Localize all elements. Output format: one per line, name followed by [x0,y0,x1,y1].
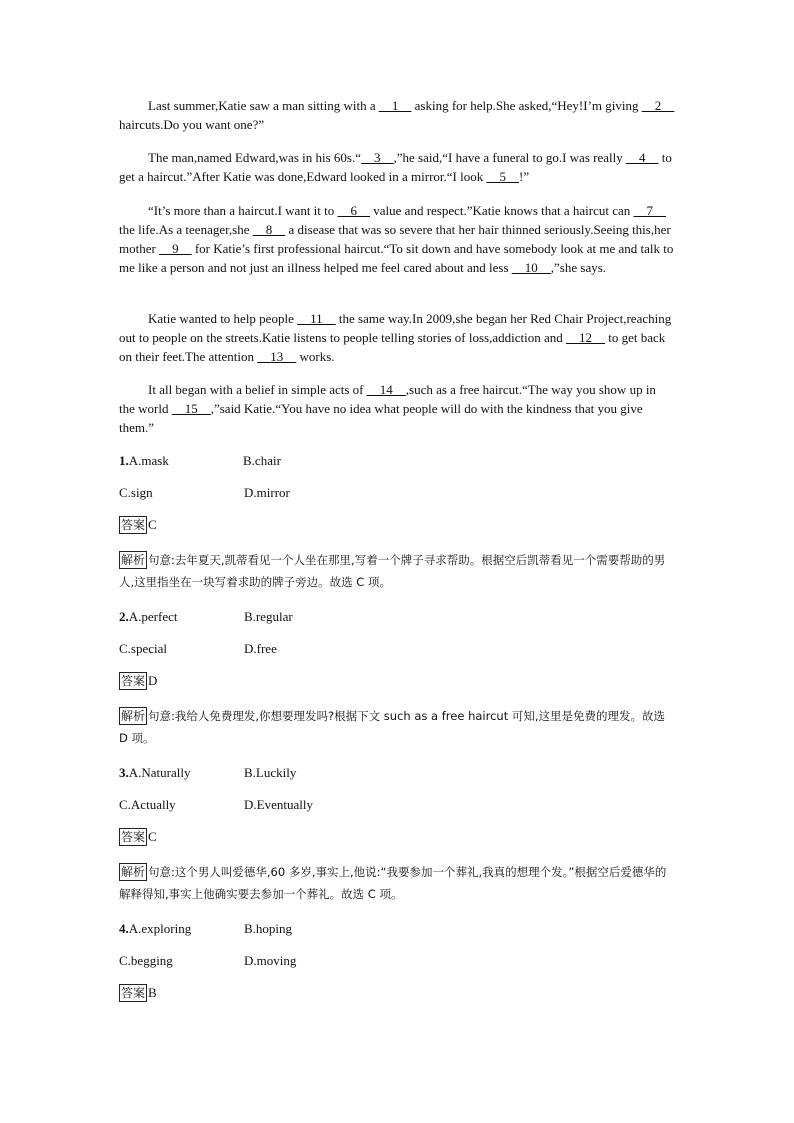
option-b: B.hoping [244,921,293,936]
option-a: A.mask [128,453,169,468]
question-2-answer [119,671,157,691]
question-3-explanation [119,861,675,905]
passage-text: asking for help.She asked,“Hey!I’m giving [411,98,642,113]
passage-text: to get back on their feet.The attention [119,330,666,364]
option-d: D.Eventually [244,797,313,812]
blank-3: __3__ [361,150,394,165]
blank-4: __4__ [625,150,659,165]
question-2-row-cd [119,639,419,658]
question-2-explanation [119,705,675,749]
explanation-text: 句意:我给人免费理发,你想要理发吗?根据下文 such as a free haircut 可知,这里是免费的理发。故选 D 项。 [119,709,666,745]
option-c: C.begging [119,953,173,968]
passage-text: Last summer,Katie saw a man sitting with a [148,98,379,113]
question-2-row-ab [119,607,419,626]
passage-text: ,”she says. [550,260,607,275]
question-number: 2. [119,609,129,624]
passage-paragraph-5 [119,380,675,437]
question-number: 3. [119,765,129,780]
blank-14: __14__ [366,382,406,397]
question-4-row-ab [119,919,419,938]
blank-1: __1__ [378,98,412,113]
passage-text: haircuts.Do you want one?” [119,117,265,132]
passage-paragraph-2 [119,148,675,186]
option-a: A.perfect [128,609,178,624]
passage-text: ,such as a free haircut.“The way you show up in the world [119,382,656,416]
option-b: B.Luckily [244,765,297,780]
answer-letter: B [148,985,157,1000]
blank-12: __12__ [565,330,605,345]
blank-10: __10__ [511,260,551,275]
passage-text: the same way.In 2009,she began her Red Chair Project,reaching out to people on the streets.Katie listens to people telling stories of loss,addiction and [119,311,672,345]
passage-text: The man,named Edward,was in his 60s.“ [148,150,362,165]
question-1-row-cd [119,483,419,502]
option-c: C.Actually [119,797,176,812]
blank-13: __13__ [257,349,297,364]
answer-tag: 答案 [121,986,146,1000]
passage-text: value and respect.”Katie knows that a haircut can [370,203,634,218]
question-1-answer [119,515,157,535]
analysis-tag: 解析 [121,865,146,879]
blank-2: __2__ [641,98,675,113]
option-b: B.chair [243,453,281,468]
answer-tag: 答案 [121,518,146,532]
question-3-answer [119,827,157,847]
option-c: C.sign [119,485,153,500]
option-b: B.regular [244,609,293,624]
passage-text: to get a haircut.”After Katie was done,Edward looked in a mirror.“I look [119,150,672,184]
blank-5: __5__ [486,169,519,184]
question-4-answer [119,983,157,1003]
passage-text: !” [518,169,530,184]
blank-11: __11__ [297,311,336,326]
analysis-tag: 解析 [121,553,146,567]
blank-8: __8__ [252,222,286,237]
question-3-row-cd [119,795,419,814]
explanation-text: 句意:去年夏天,凯蒂看见一个人坐在那里,写着一个牌子寻求帮助。根据空后凯蒂看见一个需要帮助的男人,这里指坐在一块写着求助的牌子旁边。故选 C 项。 [119,553,666,589]
passage-paragraph-3 [119,201,675,277]
question-4-row-cd [119,951,419,970]
option-d: D.moving [244,953,297,968]
question-1-row-ab [119,451,419,470]
option-a: A.Naturally [128,765,191,780]
passage-text: Katie wanted to help people [148,311,298,326]
question-1-explanation [119,549,675,593]
passage-text: “It’s more than a haircut.I want it to [148,203,338,218]
blank-15: __15__ [171,401,211,416]
option-a: A.exploring [128,921,192,936]
passage-paragraph-1 [119,96,675,134]
answer-letter: D [148,673,158,688]
passage-text: ,”said Katie.“You have no idea what people will do with the kindness that you give them.” [119,401,643,435]
passage-text: the life.As a teenager,she [119,222,253,237]
question-number: 1. [119,453,129,468]
blank-9: __9__ [159,241,192,256]
blank-7: __7__ [633,203,667,218]
blank-6: __6__ [337,203,371,218]
question-number: 4. [119,921,129,936]
analysis-tag: 解析 [121,709,146,723]
answer-letter: C [148,517,157,532]
passage-text: It all began with a belief in simple acts of [148,382,367,397]
answer-letter: C [148,829,157,844]
answer-tag: 答案 [121,830,146,844]
answer-tag: 答案 [121,674,146,688]
passage-text: ,”he said,“I have a funeral to go.I was really [393,150,626,165]
passage-text: a disease that was so severe that her hair thinned seriously.Seeing this,her mother [119,222,671,256]
option-d: D.mirror [244,485,290,500]
explanation-text: 句意:这个男人叫爱德华,60 多岁,事实上,他说:“我要参加一个葬礼,我真的想理个发。”根据空后爱德华的解释得知,事实上他确实要去参加一个葬礼。故选 C 项。 [119,865,667,901]
passage-text: for Katie’s first professional haircut.“To sit down and have somebody look at me and talk to me like a person and not just an illness helped me feel cared about and less [119,241,674,275]
question-3-row-ab [119,763,419,782]
option-d: D.free [244,641,277,656]
passage-text: works. [296,349,335,364]
passage-paragraph-4 [119,309,675,366]
option-c: C.special [119,641,168,656]
